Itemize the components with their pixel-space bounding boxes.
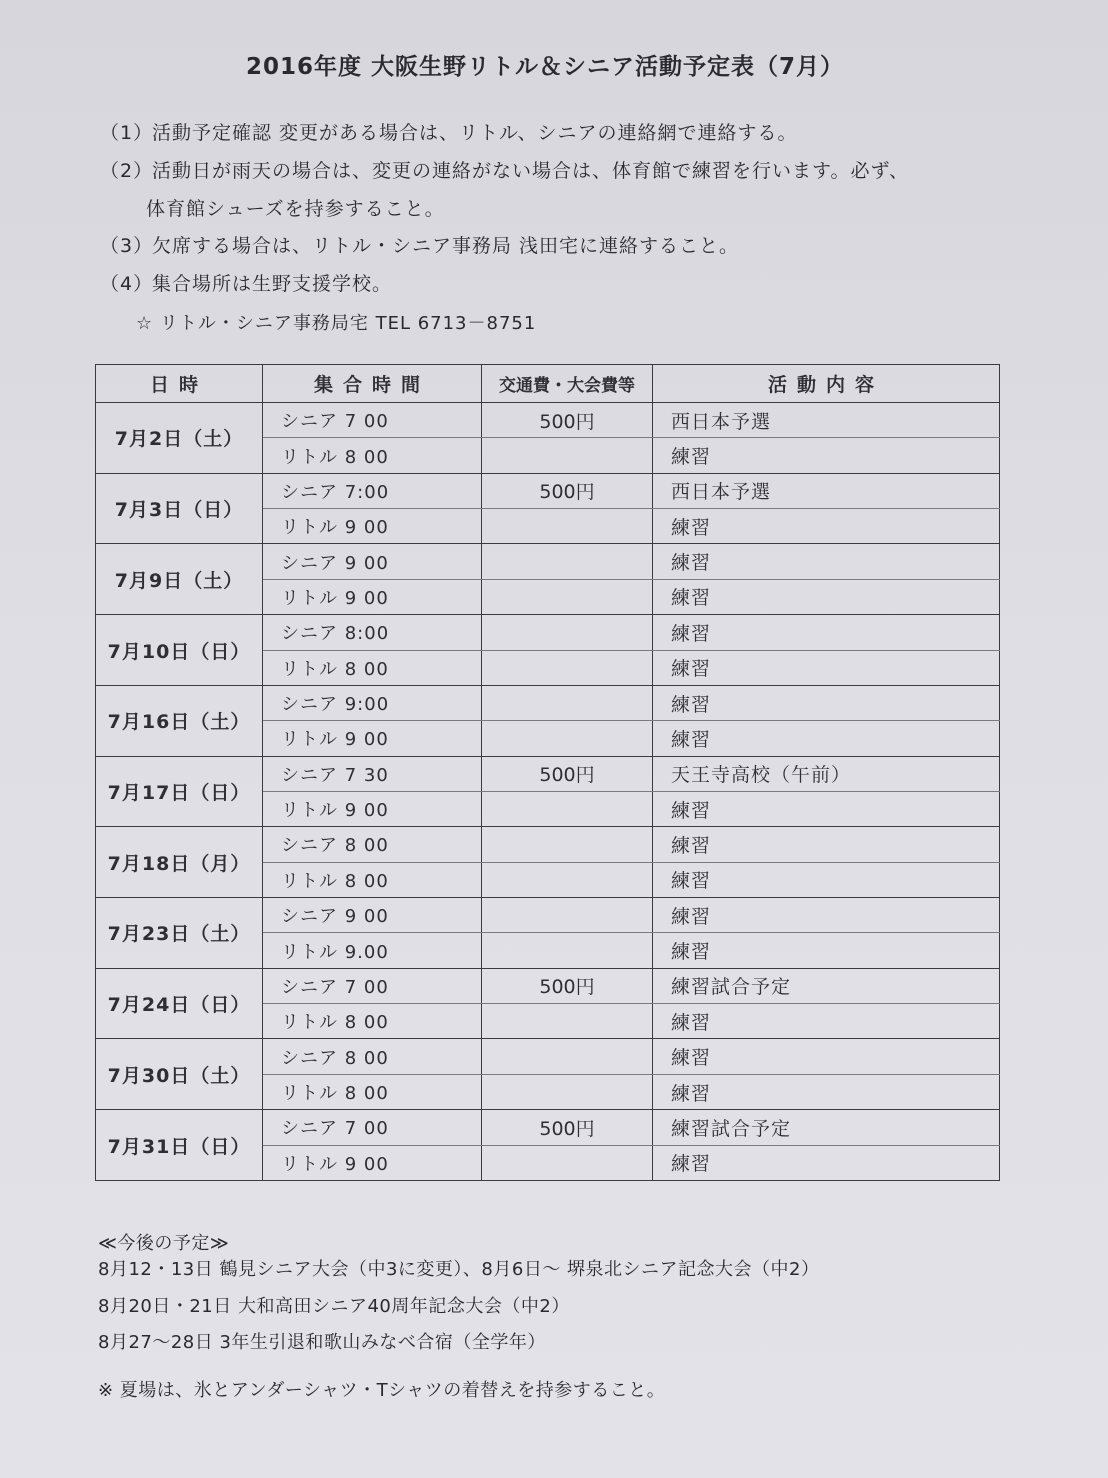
senior-time-cell: シニア 9:00: [263, 685, 482, 720]
little-activity-cell: 練習: [653, 650, 1000, 685]
senior-activity-cell: 練習: [653, 685, 1000, 720]
senior-activity-cell: 練習試合予定: [653, 1110, 1000, 1145]
senior-fee-cell: [482, 544, 653, 579]
senior-fee-cell: 500円: [482, 968, 653, 1003]
senior-activity-cell: 西日本予選: [653, 403, 1000, 438]
senior-fee-cell: 500円: [482, 1110, 653, 1145]
senior-fee-cell: 500円: [482, 473, 653, 508]
senior-time-cell: シニア 7 00: [263, 403, 482, 438]
note-1: [100, 118, 798, 145]
little-time-cell: リトル 8 00: [263, 862, 482, 897]
little-fee-cell: [482, 791, 653, 826]
senior-activity-cell: 練習: [653, 898, 1000, 933]
senior-fee-cell: [482, 1039, 653, 1074]
little-fee-cell: [482, 579, 653, 614]
note-text: 体育館シューズを持参すること。: [146, 198, 445, 220]
senior-time-cell: シニア 9 00: [263, 544, 482, 579]
header-time: 集合時間: [263, 365, 482, 403]
little-fee-cell: [482, 1145, 653, 1180]
little-activity-cell: 練習: [653, 791, 1000, 826]
date-cell: 7月9日（土）: [96, 544, 263, 615]
table-row: [96, 827, 1000, 862]
senior-fee-cell: 500円: [482, 403, 653, 438]
date-cell: 7月2日（土）: [96, 403, 263, 474]
note-number: （4）: [100, 273, 154, 295]
senior-fee-cell: [482, 827, 653, 862]
date-cell: 7月16日（土）: [96, 685, 263, 756]
senior-time-cell: シニア 7:00: [263, 473, 482, 508]
little-time-cell: リトル 9.00: [263, 933, 482, 968]
table-row: [96, 685, 1000, 720]
little-activity-cell: 練習: [653, 1074, 1000, 1109]
header-activity: 活動内容: [653, 365, 1000, 403]
date-cell: 7月30日（土）: [96, 1039, 263, 1110]
senior-time-cell: シニア 8 00: [263, 1039, 482, 1074]
senior-activity-cell: 練習: [653, 1039, 1000, 1074]
header-fee: 交通費・大会費等: [482, 365, 653, 403]
senior-time-cell: シニア 8:00: [263, 615, 482, 650]
little-activity-cell: 練習: [653, 438, 1000, 473]
senior-time-cell: シニア 7 00: [263, 968, 482, 1003]
senior-activity-cell: 天王寺高校（午前）: [653, 756, 1000, 791]
table-row: [96, 615, 1000, 650]
note-text: 集合場所は生野支援学校。: [152, 273, 393, 295]
contact-phone: ☆ リトル・シニア事務局宅 TEL 6713－8751: [136, 313, 537, 334]
table-row: [96, 1039, 1000, 1074]
little-fee-cell: [482, 1004, 653, 1039]
table-row: [96, 756, 1000, 791]
note-4: [100, 269, 392, 296]
little-fee-cell: [482, 1074, 653, 1109]
little-activity-cell: 練習: [653, 721, 1000, 756]
little-time-cell: リトル 8 00: [263, 1004, 482, 1039]
senior-fee-cell: [482, 898, 653, 933]
little-fee-cell: [482, 721, 653, 756]
little-time-cell: リトル 9 00: [263, 509, 482, 544]
senior-time-cell: シニア 7 30: [263, 756, 482, 791]
date-cell: 7月18日（月）: [96, 827, 263, 898]
date-cell: 7月10日（日）: [96, 615, 263, 686]
little-fee-cell: [482, 438, 653, 473]
table-header-row: [96, 365, 1000, 403]
page-title: 2016年度 大阪生野リトル＆シニア活動予定表（7月）: [245, 54, 845, 80]
little-time-cell: リトル 8 00: [263, 438, 482, 473]
note-3: [100, 231, 739, 258]
note-number: （3）: [100, 235, 154, 257]
note-2-continued: [146, 194, 445, 221]
little-activity-cell: 練習: [653, 1004, 1000, 1039]
schedule-table: [95, 364, 1000, 1181]
date-cell: 7月17日（日）: [96, 756, 263, 827]
senior-activity-cell: 練習: [653, 544, 1000, 579]
little-activity-cell: 練習: [653, 1145, 1000, 1180]
little-time-cell: リトル 8 00: [263, 1074, 482, 1109]
note-text: 活動日が雨天の場合は、変更の連絡がない場合は、体育館で練習を行います。必ず、: [152, 160, 909, 182]
table-row: [96, 544, 1000, 579]
future-heading: ≪今後の予定≫: [98, 1233, 230, 1254]
senior-activity-cell: 西日本予選: [653, 473, 1000, 508]
note-text: 活動予定確認 変更がある場合は、リトル、シニアの連絡網で連絡する。: [152, 122, 798, 144]
footnote: ※ 夏場は、氷とアンダーシャツ・Tシャツの着替えを持参すること。: [98, 1380, 666, 1401]
future-item: 8月20日・21日 大和高田シニア40周年記念大会（中2）: [98, 1296, 570, 1317]
senior-time-cell: シニア 7 00: [263, 1110, 482, 1145]
date-cell: 7月24日（日）: [96, 968, 263, 1039]
senior-fee-cell: 500円: [482, 756, 653, 791]
senior-fee-cell: [482, 685, 653, 720]
senior-activity-cell: 練習: [653, 827, 1000, 862]
little-activity-cell: 練習: [653, 579, 1000, 614]
little-activity-cell: 練習: [653, 933, 1000, 968]
little-time-cell: リトル 9 00: [263, 721, 482, 756]
date-cell: 7月3日（日）: [96, 473, 263, 544]
senior-fee-cell: [482, 615, 653, 650]
date-cell: 7月23日（土）: [96, 898, 263, 969]
table-row: [96, 968, 1000, 1003]
header-date: 日時: [96, 365, 263, 403]
table-row: [96, 473, 1000, 508]
table-row: [96, 898, 1000, 933]
date-cell: 7月31日（日）: [96, 1110, 263, 1181]
little-fee-cell: [482, 862, 653, 897]
note-number: （1）: [100, 122, 154, 144]
little-fee-cell: [482, 650, 653, 685]
little-fee-cell: [482, 933, 653, 968]
note-number: （2）: [100, 160, 154, 182]
little-time-cell: リトル 9 00: [263, 579, 482, 614]
little-time-cell: リトル 9 00: [263, 791, 482, 826]
little-activity-cell: 練習: [653, 509, 1000, 544]
future-item: 8月12・13日 鶴見シニア大会（中3に変更）、8月6日～ 堺泉北シニア記念大会（中2）: [98, 1259, 820, 1280]
little-time-cell: リトル 9 00: [263, 1145, 482, 1180]
future-item: 8月27～28日 3年生引退和歌山みなべ合宿（全学年）: [98, 1332, 546, 1353]
senior-time-cell: シニア 9 00: [263, 898, 482, 933]
note-2: [100, 156, 909, 183]
table-row: [96, 403, 1000, 438]
senior-activity-cell: 練習試合予定: [653, 968, 1000, 1003]
senior-activity-cell: 練習: [653, 615, 1000, 650]
little-fee-cell: [482, 509, 653, 544]
little-activity-cell: 練習: [653, 862, 1000, 897]
note-text: 欠席する場合は、リトル・シニア事務局 浅田宅に連絡すること。: [152, 235, 740, 257]
little-time-cell: リトル 8 00: [263, 650, 482, 685]
table-row: [96, 1110, 1000, 1145]
senior-time-cell: シニア 8 00: [263, 827, 482, 862]
